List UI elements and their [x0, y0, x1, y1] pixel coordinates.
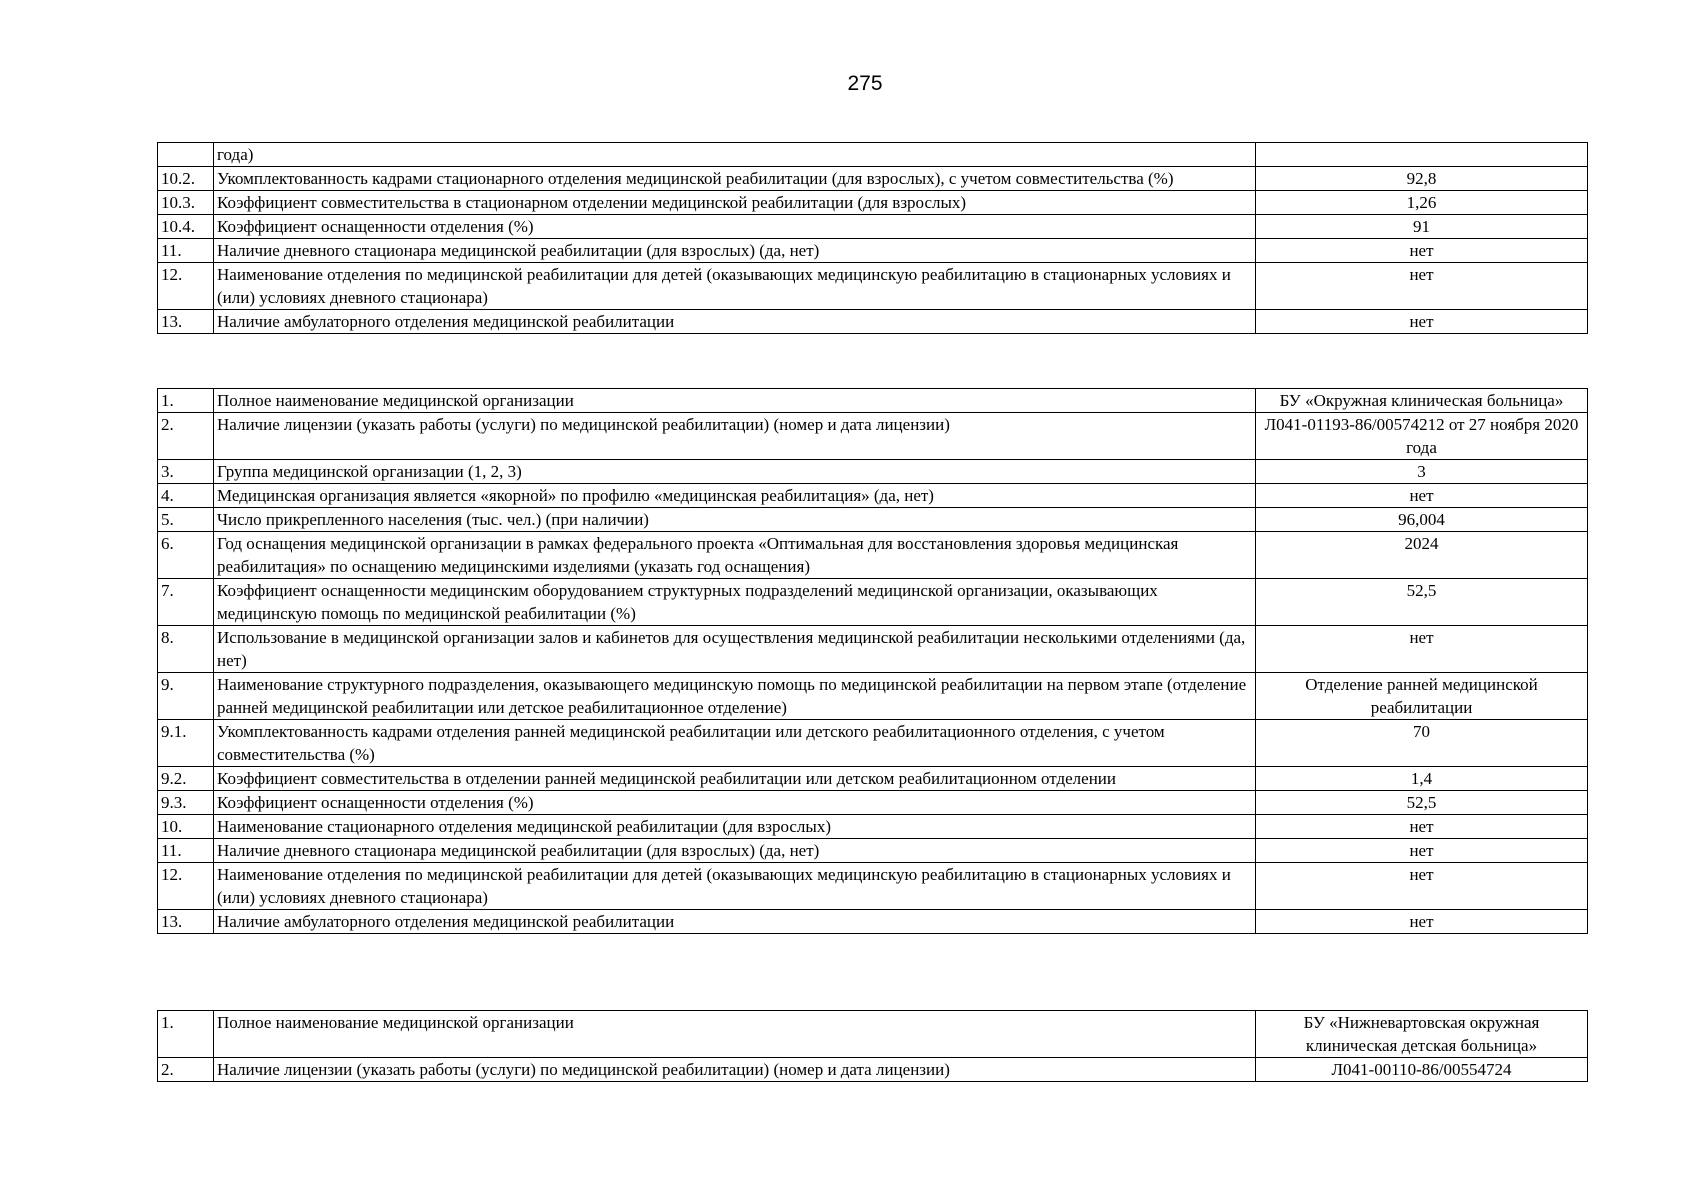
row-value: нет: [1256, 484, 1588, 508]
table-row: [158, 263, 1588, 310]
row-value: 70: [1256, 720, 1588, 767]
row-description: Наименование отделения по медицинской реабилитации для детей (оказывающих медицинскую реабилитацию в стационарных условиях и (или) условиях дневного стационара): [214, 863, 1256, 910]
row-description: Наличие амбулаторного отделения медицинской реабилитации: [214, 310, 1256, 334]
table-row: [158, 508, 1588, 532]
row-description: Число прикрепленного населения (тыс. чел.) (при наличии): [214, 508, 1256, 532]
row-description: Укомплектованность кадрами отделения ранней медицинской реабилитации или детского реабилитационного отделения, с учетом совместительства (%): [214, 720, 1256, 767]
row-description: Наличие дневного стационара медицинской реабилитации (для взрослых) (да, нет): [214, 839, 1256, 863]
table-row: [158, 791, 1588, 815]
table-row: [158, 460, 1588, 484]
row-number: 5.: [158, 508, 214, 532]
row-number: 13.: [158, 310, 214, 334]
row-description: Укомплектованность кадрами стационарного отделения медицинской реабилитации (для взрослых), с учетом совместительства (%): [214, 167, 1256, 191]
row-number: 6.: [158, 532, 214, 579]
row-number: 12.: [158, 263, 214, 310]
table-row: [158, 767, 1588, 791]
table-row: [158, 910, 1588, 934]
org-table-okruzhnaya-bolnitsa: [157, 388, 1588, 934]
row-description: Группа медицинской организации (1, 2, 3): [214, 460, 1256, 484]
row-value: 52,5: [1256, 579, 1588, 626]
row-description: Наличие лицензии (указать работы (услуги) по медицинской реабилитации) (номер и дата лицензии): [214, 413, 1256, 460]
table-row: [158, 579, 1588, 626]
row-description: Наименование стационарного отделения медицинской реабилитации (для взрослых): [214, 815, 1256, 839]
table-row: [158, 389, 1588, 413]
row-value: 2024: [1256, 532, 1588, 579]
row-value: нет: [1256, 239, 1588, 263]
row-description: года): [214, 143, 1256, 167]
row-value: нет: [1256, 626, 1588, 673]
row-number: 3.: [158, 460, 214, 484]
row-description: Коэффициент совместительства в отделении ранней медицинской реабилитации или детском реабилитационном отделении: [214, 767, 1256, 791]
table-row: [158, 215, 1588, 239]
row-value: Л041-00110-86/00554724: [1256, 1058, 1588, 1082]
row-number: 10.3.: [158, 191, 214, 215]
row-description: Наличие лицензии (указать работы (услуги) по медицинской реабилитации) (номер и дата лицензии): [214, 1058, 1256, 1082]
row-value: 91: [1256, 215, 1588, 239]
row-description: Полное наименование медицинской организации: [214, 389, 1256, 413]
row-number: 13.: [158, 910, 214, 934]
org-table-nizhnevartovsk-detskaya: [157, 1010, 1588, 1082]
row-number: 11.: [158, 239, 214, 263]
row-number: [158, 143, 214, 167]
table-row: [158, 413, 1588, 460]
row-value: 1,26: [1256, 191, 1588, 215]
row-description: Медицинская организация является «якорной» по профилю «медицинская реабилитация» (да, нет): [214, 484, 1256, 508]
row-description: Наименование структурного подразделения, оказывающего медицинскую помощь по медицинской реабилитации на первом этапе (отделение ранней медицинской реабилитации или детское реабилитационное отделение): [214, 673, 1256, 720]
row-number: 9.1.: [158, 720, 214, 767]
row-value: нет: [1256, 910, 1588, 934]
table-row: [158, 143, 1588, 167]
table-row: [158, 863, 1588, 910]
row-number: 10.2.: [158, 167, 214, 191]
row-number: 10.: [158, 815, 214, 839]
row-description: Наличие амбулаторного отделения медицинской реабилитации: [214, 910, 1256, 934]
row-number: 10.4.: [158, 215, 214, 239]
row-number: 9.: [158, 673, 214, 720]
table-row: [158, 532, 1588, 579]
table-row: [158, 310, 1588, 334]
row-number: 12.: [158, 863, 214, 910]
row-number: 1.: [158, 389, 214, 413]
row-value: 96,004: [1256, 508, 1588, 532]
row-number: 4.: [158, 484, 214, 508]
row-value: нет: [1256, 815, 1588, 839]
row-value: нет: [1256, 839, 1588, 863]
row-value: БУ «Окружная клиническая больница»: [1256, 389, 1588, 413]
row-number: 2.: [158, 413, 214, 460]
row-number: 9.3.: [158, 791, 214, 815]
row-value: 52,5: [1256, 791, 1588, 815]
table-row: [158, 1058, 1588, 1082]
row-description: Коэффициент совместительства в стационарном отделении медицинской реабилитации (для взрослых): [214, 191, 1256, 215]
row-number: 11.: [158, 839, 214, 863]
row-number: 9.2.: [158, 767, 214, 791]
row-value: нет: [1256, 310, 1588, 334]
row-description: Год оснащения медицинской организации в рамках федерального проекта «Оптимальная для восстановления здоровья медицинская реабилитация» по оснащению медицинскими изделиями (указать год оснащения): [214, 532, 1256, 579]
row-value: 92,8: [1256, 167, 1588, 191]
page-number: 275: [847, 72, 883, 95]
table-row: [158, 626, 1588, 673]
row-description: Коэффициент оснащенности отделения (%): [214, 791, 1256, 815]
row-value: 1,4: [1256, 767, 1588, 791]
row-value: нет: [1256, 263, 1588, 310]
row-number: 8.: [158, 626, 214, 673]
table-row: [158, 484, 1588, 508]
org-table-continued: [157, 142, 1588, 334]
row-description: Наименование отделения по медицинской реабилитации для детей (оказывающих медицинскую реабилитацию в стационарных условиях и (или) условиях дневного стационара): [214, 263, 1256, 310]
table-row: [158, 167, 1588, 191]
row-number: 2.: [158, 1058, 214, 1082]
row-value: 3: [1256, 460, 1588, 484]
table-row: [158, 673, 1588, 720]
row-value: нет: [1256, 863, 1588, 910]
row-number: 7.: [158, 579, 214, 626]
row-description: Коэффициент оснащенности отделения (%): [214, 215, 1256, 239]
row-description: Наличие дневного стационара медицинской реабилитации (для взрослых) (да, нет): [214, 239, 1256, 263]
table-row: [158, 815, 1588, 839]
table-row: [158, 191, 1588, 215]
row-description: Коэффициент оснащенности медицинским оборудованием структурных подразделений медицинской организации, оказывающих медицинскую помощь по медицинской реабилитации (%): [214, 579, 1256, 626]
row-value: [1256, 143, 1588, 167]
table-row: [158, 1011, 1588, 1058]
row-description: Использование в медицинской организации залов и кабинетов для осуществления медицинской реабилитации несколькими отделениями (да, нет): [214, 626, 1256, 673]
table-row: [158, 839, 1588, 863]
row-value: Л041-01193-86/00574212 от 27 ноября 2020 года: [1256, 413, 1588, 460]
row-description: Полное наименование медицинской организации: [214, 1011, 1256, 1058]
row-value: БУ «Нижневартовская окружная клиническая детская больница»: [1256, 1011, 1588, 1058]
table-row: [158, 239, 1588, 263]
row-number: 1.: [158, 1011, 214, 1058]
row-value: Отделение ранней медицинской реабилитации: [1256, 673, 1588, 720]
table-row: [158, 720, 1588, 767]
